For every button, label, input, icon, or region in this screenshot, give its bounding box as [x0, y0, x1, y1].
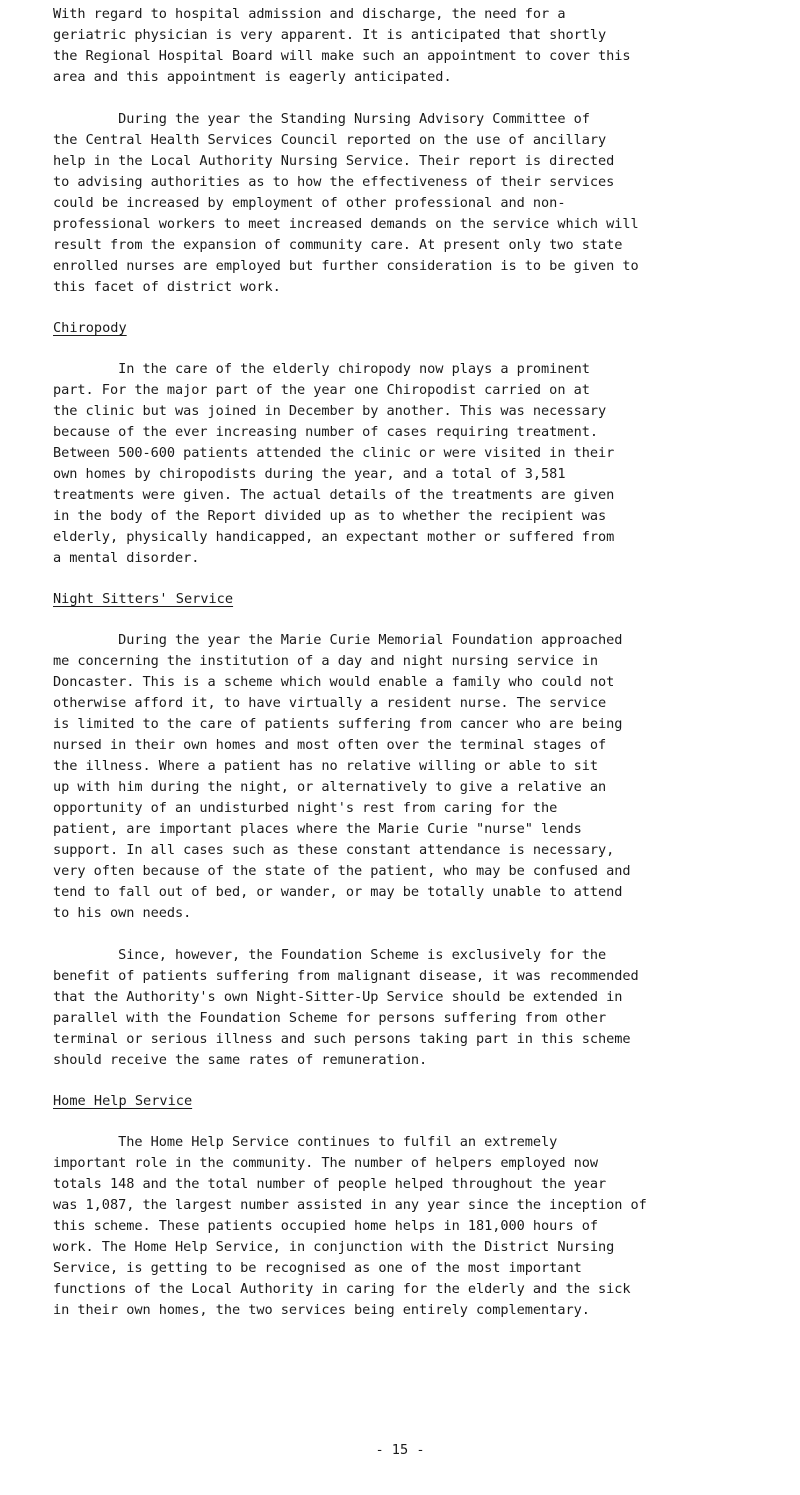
- heading-night-sitters-service: Night Sitters' Service: [53, 591, 234, 607]
- paragraph-marie-curie: [53, 630, 770, 924]
- text-line: tend to fall out of bed, or wander, or may be totally unable to attend: [53, 884, 623, 900]
- text-line: support. In all cases such as these constant attendance is necessary,: [53, 842, 615, 858]
- text-line: Since, however, the Foundation Scheme is exclusively for the: [53, 947, 607, 963]
- text-line: important role in the community. The number of helpers employed now: [53, 1155, 598, 1171]
- text-line: During the year the Marie Curie Memorial Foundation approached: [53, 632, 623, 648]
- paragraph-geriatric-physician: [53, 4, 770, 88]
- text-line: otherwise afford it, to have virtually a resident nurse. The service: [53, 695, 607, 711]
- text-line: could be increased by employment of other professional and non-: [53, 195, 566, 211]
- text-line: because of the ever increasing number of cases requiring treatment.: [53, 424, 598, 440]
- text-line: help in the Local Authority Nursing Service. Their report is directed: [53, 153, 615, 169]
- text-line: the clinic but was joined in December by another. This was necessary: [53, 403, 607, 419]
- text-line: to advising authorities as to how the effectiveness of their services: [53, 174, 615, 190]
- text-line: should receive the same rates of remuneration.: [53, 1052, 428, 1068]
- text-line: the Regional Hospital Board will make such an appointment to cover this: [53, 48, 631, 64]
- text-line: geriatric physician is very apparent. It is anticipated that shortly: [53, 27, 607, 43]
- heading-home-help-service: Home Help Service: [53, 1093, 193, 1109]
- text-line: Doncaster. This is a scheme which would enable a family who could not: [53, 674, 615, 690]
- text-line: benefit of patients suffering from malignant disease, it was recommended: [53, 968, 639, 984]
- text-line: professional workers to meet increased demands on the service which will: [53, 216, 639, 232]
- paragraph-home-help: [53, 1132, 770, 1321]
- text-line: the illness. Where a patient has no relative willing or able to sit: [53, 758, 598, 774]
- text-line: up with him during the night, or alternatively to give a relative an: [53, 779, 607, 795]
- text-line: functions of the Local Authority in caring for the elderly and the sick: [53, 1281, 631, 1297]
- paragraph-chiropody: [53, 359, 770, 569]
- text-line: result from the expansion of community care. At present only two state: [53, 237, 623, 253]
- page-number: - 15 -: [375, 1442, 425, 1458]
- heading-chiropody: Chiropody: [53, 320, 127, 336]
- text-line: In the care of the elderly chiropody now plays a prominent: [53, 361, 590, 377]
- text-line: me concerning the institution of a day and night nursing service in: [53, 653, 598, 669]
- text-line: to his own needs.: [53, 905, 192, 921]
- text-line: elderly, physically handicapped, an expectant mother or suffered from: [53, 529, 615, 545]
- text-line: The Home Help Service continues to fulfil an extremely: [53, 1134, 558, 1150]
- text-line: the Central Health Services Council reported on the use of ancillary: [53, 132, 607, 148]
- text-line: During the year the Standing Nursing Advisory Committee of: [53, 111, 590, 127]
- text-line: patient, are important places where the Marie Curie "nurse" lends: [53, 821, 582, 837]
- text-line: very often because of the state of the patient, who may be confused and: [53, 863, 631, 879]
- text-line: opportunity of an undisturbed night's rest from caring for the: [53, 800, 558, 816]
- text-line: area and this appointment is eagerly anticipated.: [53, 69, 452, 85]
- text-line: in their own homes, the two services being entirely complementary.: [53, 1302, 590, 1318]
- text-line: part. For the major part of the year one Chiropodist carried on at: [53, 382, 590, 398]
- text-line: in the body of the Report divided up as to whether the recipient was: [53, 508, 607, 524]
- text-line: terminal or serious illness and such persons taking part in this scheme: [53, 1031, 631, 1047]
- text-line: enrolled nurses are employed but further consideration is to be given to: [53, 258, 639, 274]
- text-line: own homes by chiropodists during the year, and a total of 3,581: [53, 466, 566, 482]
- text-line: totals 148 and the total number of people helped throughout the year: [53, 1176, 607, 1192]
- paragraph-foundation-scheme: [53, 945, 770, 1071]
- text-line: Service, is getting to be recognised as one of the most important: [53, 1260, 582, 1276]
- text-line: work. The Home Help Service, in conjunction with the District Nursing: [53, 1239, 615, 1255]
- text-line: Between 500-600 patients attended the clinic or were visited in their: [53, 445, 615, 461]
- text-line: this scheme. These patients occupied home helps in 181,000 hours of: [53, 1218, 598, 1234]
- text-line: was 1,087, the largest number assisted in any year since the inception of: [53, 1197, 647, 1213]
- text-line: is limited to the care of patients suffering from cancer who are being: [53, 716, 623, 732]
- text-line: With regard to hospital admission and discharge, the need for a: [53, 6, 566, 22]
- text-line: a mental disorder.: [53, 550, 200, 566]
- text-line: this facet of district work.: [53, 279, 281, 295]
- text-line: treatments were given. The actual details of the treatments are given: [53, 487, 615, 503]
- text-line: that the Authority's own Night-Sitter-Up Service should be extended in: [53, 989, 623, 1005]
- text-line: nursed in their own homes and most often over the terminal stages of: [53, 737, 607, 753]
- text-line: parallel with the Foundation Scheme for persons suffering from other: [53, 1010, 607, 1026]
- paragraph-nursing-advisory: [53, 109, 770, 298]
